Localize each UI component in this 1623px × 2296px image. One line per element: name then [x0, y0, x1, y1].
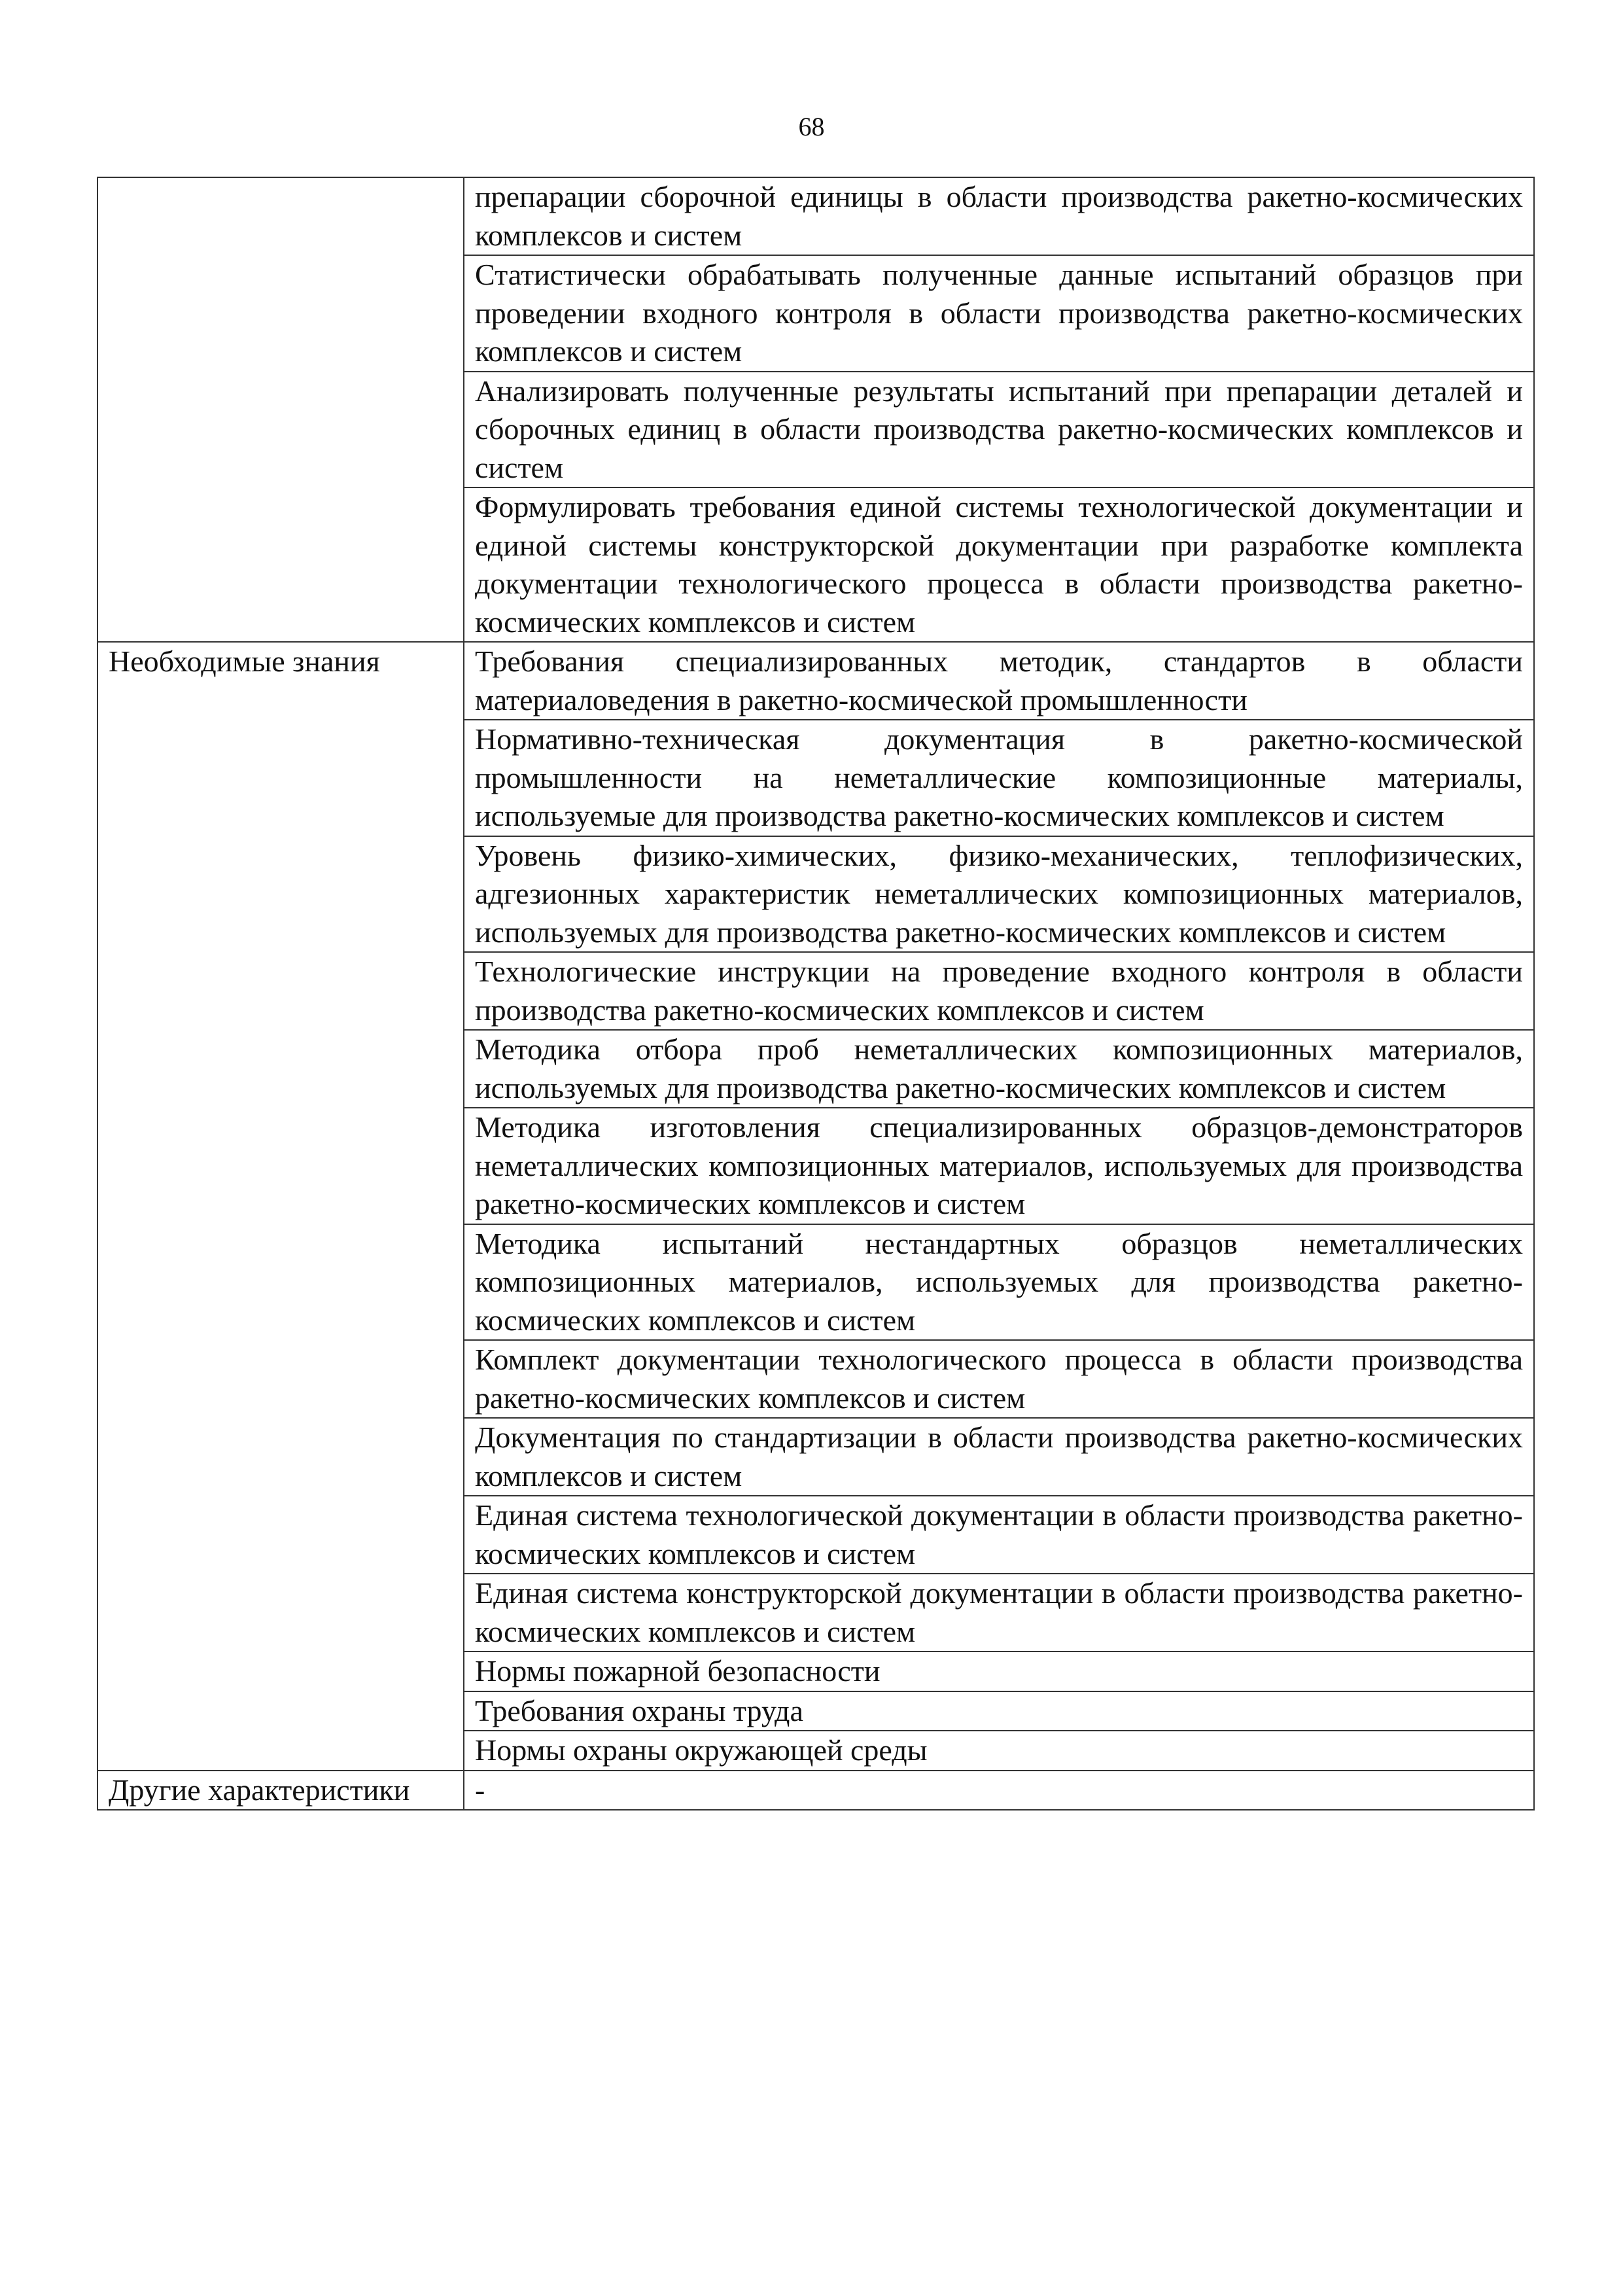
table-cell: Единая система технологической документации в области производства ракетно-космических комплексов и систем — [464, 1496, 1534, 1574]
table-cell: препарации сборочной единицы в области производства ракетно-космических комплексов и систем — [464, 177, 1534, 255]
skills-label-cell-continued — [97, 177, 464, 642]
requirements-table — [97, 177, 1535, 1810]
other-characteristics-label: Другие характеристики — [97, 1771, 464, 1810]
table-cell: Нормы охраны окружающей среды — [464, 1731, 1534, 1771]
table-cell: Методика отбора проб неметаллических композиционных материалов, используемых для производства ракетно-космических комплексов и систем — [464, 1030, 1534, 1108]
other-characteristics-value: - — [464, 1771, 1534, 1810]
table-row — [97, 177, 1534, 255]
page-number: 68 — [798, 112, 825, 141]
table-cell: Методика изготовления специализированных образцов-демонстраторов неметаллических композиционных материалов, используемых для производства ракетно-космических комплексов и систем — [464, 1108, 1534, 1224]
table-cell: Требования специализированных методик, стандартов в области материаловедения в ракетно-космической промышленности — [464, 642, 1534, 720]
table-cell: Технологические инструкции на проведение входного контроля в области производства ракетно-космических комплексов и систем — [464, 952, 1534, 1030]
table-row — [97, 642, 1534, 720]
table-cell: Уровень физико-химических, физико-механических, теплофизических, адгезионных характеристик неметаллических композиционных материалов, используемых для производства ракетно-космических комплексов и систем — [464, 836, 1534, 953]
table-cell: Статистически обрабатывать полученные данные испытаний образцов при проведении входного контроля в области производства ракетно-космических комплексов и систем — [464, 255, 1534, 372]
table-cell: Документация по стандартизации в области производства ракетно-космических комплексов и систем — [464, 1418, 1534, 1496]
table-cell: Комплект документации технологического процесса в области производства ракетно-космических комплексов и систем — [464, 1340, 1534, 1418]
table-cell: Единая система конструкторской документации в области производства ракетно-космических комплексов и систем — [464, 1574, 1534, 1651]
table-cell: Формулировать требования единой системы технологической документации и единой системы конструкторской документации при разработке комплекта документации технологического процесса в области производства ракетно-космических комплексов и систем — [464, 487, 1534, 642]
table-cell: Нормы пожарной безопасности — [464, 1651, 1534, 1691]
table-cell: Анализировать полученные результаты испытаний при препарации деталей и сборочных единиц в области производства ракетно-космических комплексов и систем — [464, 372, 1534, 488]
knowledge-label: Необходимые знания — [97, 642, 464, 1771]
table-cell: Нормативно-техническая документация в ракетно-космической промышленности на неметаллические композиционные материалы, используемые для производства ракетно-космических комплексов и систем — [464, 720, 1534, 836]
table-cell: Требования охраны труда — [464, 1691, 1534, 1731]
table-cell: Методика испытаний нестандартных образцов неметаллических композиционных материалов, используемых для производства ракетно-космических комплексов и систем — [464, 1224, 1534, 1341]
table-row — [97, 1771, 1534, 1810]
